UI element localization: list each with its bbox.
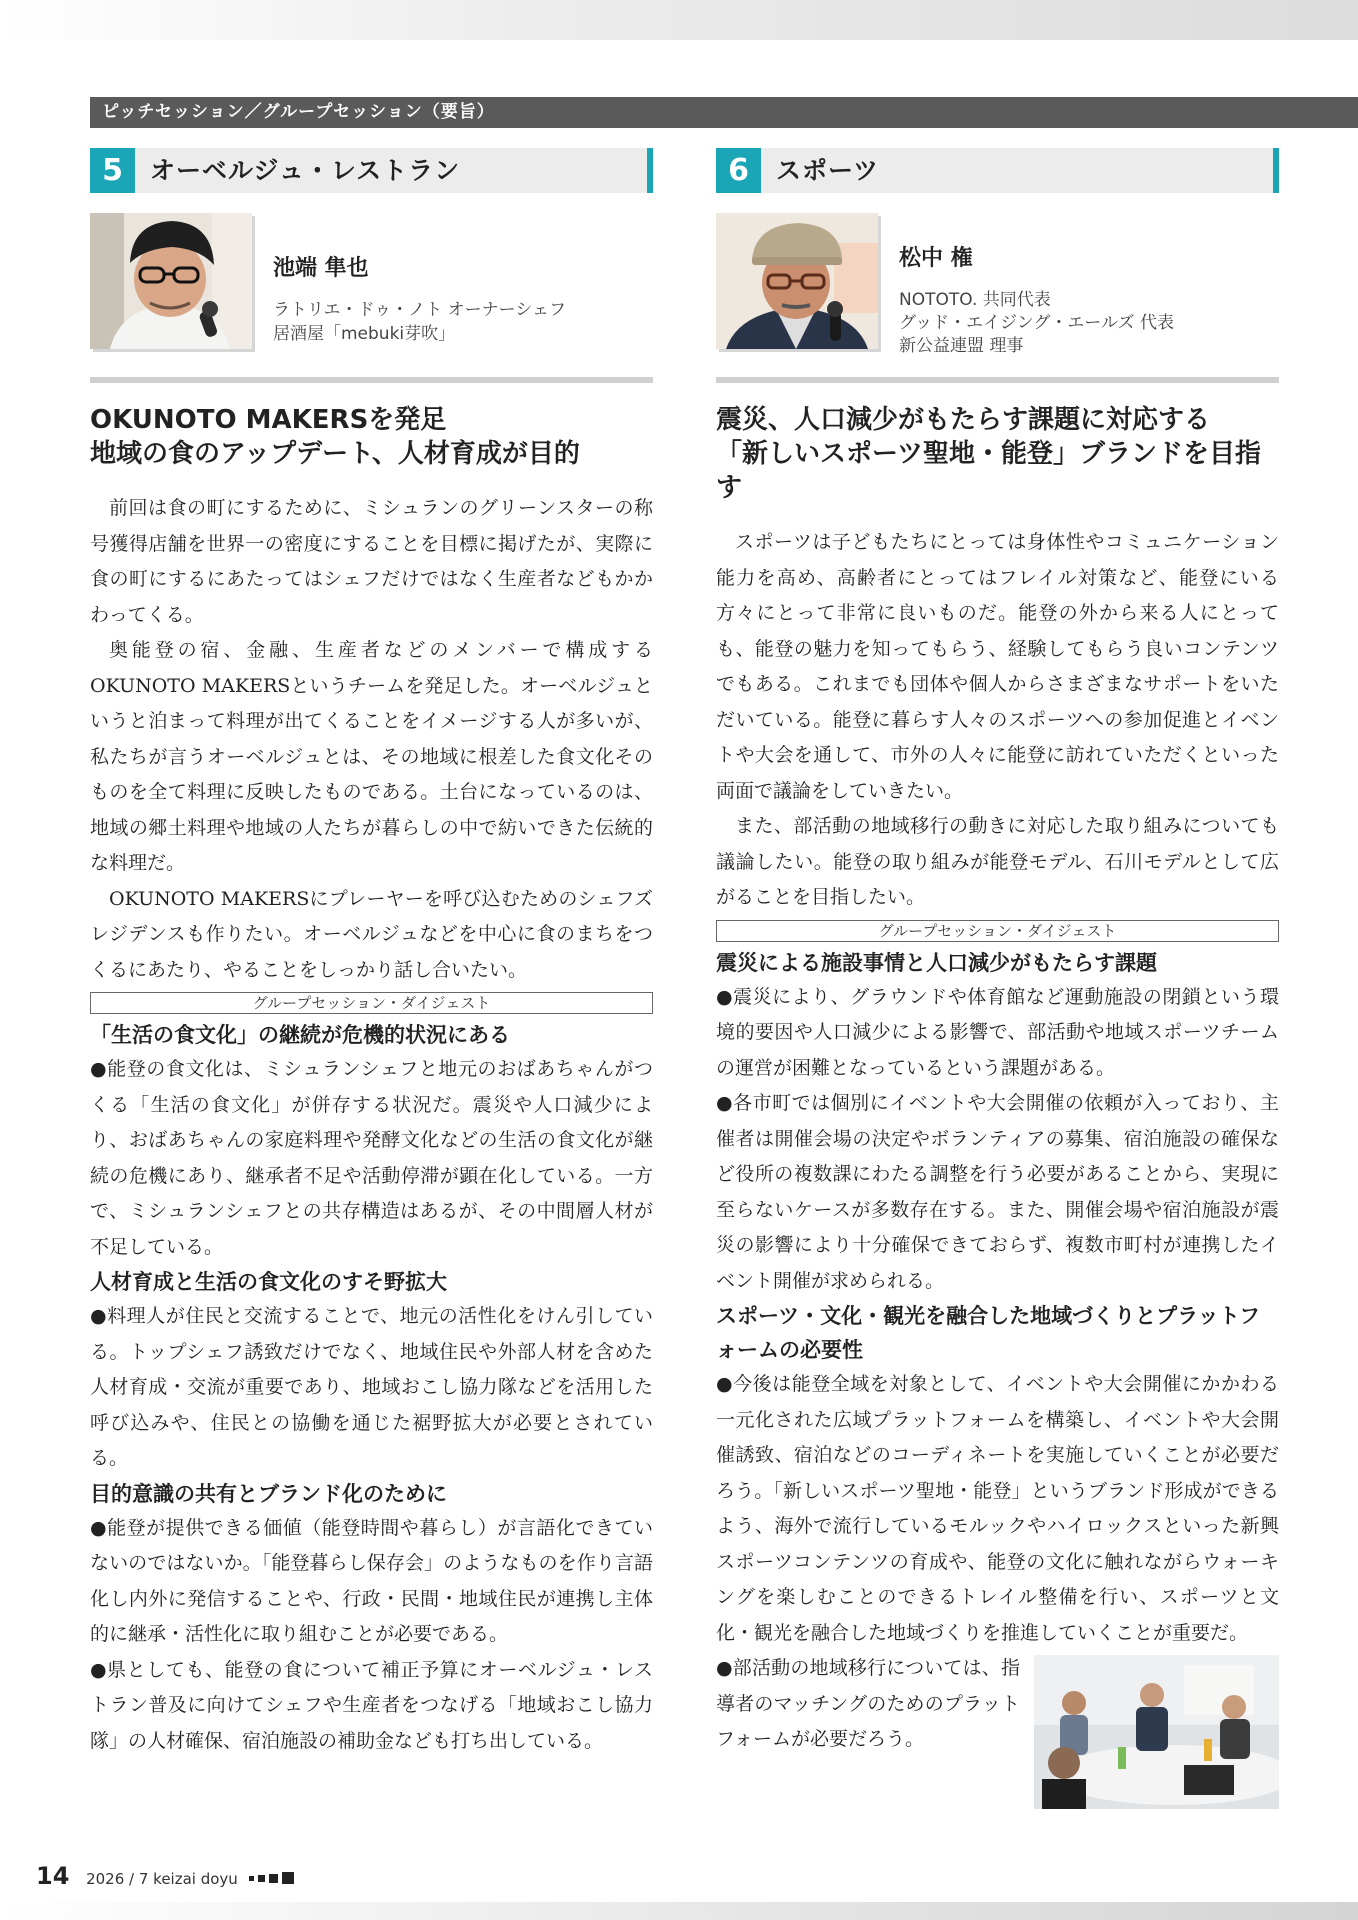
digest-bullet: ●料理人が住民と交流することで、地元の活性化をけん引している。トップシェフ誘致だけでなく、地域住民や外部人材を含めた人材育成・交流が重要であり、地域おこし協力隊などを活用した呼び込みや、住民との協働を通じた裾野拡大が必要とされている。 — [90, 1305, 653, 1469]
digest-bullet: ●能登の食文化は、ミシュランシェフと地元のおばあちゃんがつくる「生活の食文化」が併存する状況だ。震災や人口減少により、おばあちゃんの家庭料理や発酵文化などの生活の食文化が継続の危機にあり、継承者不足や活動停滞が顕在化している。一方で、ミシュランシェフとの共存構造はあるが、その中間層人材が不足している。 — [90, 1058, 653, 1258]
digest-bullet: ●各市町では個別にイベントや大会開催の依頼が入っており、主催者は開催会場の決定やボランティアの募集、宿泊施設の確保など役所の複数課にわたる調整を行う必要があることから、実現に至らないケースが多数存在する。また、開催会場や宿泊施設が震災の影響により十分確保できておらず、複数市町村が連携したイベント開催が求められる。 — [716, 1092, 1279, 1292]
digest-label: グループセッション・ダイジェスト — [90, 992, 653, 1014]
section-title: オーベルジュ・レストラン — [150, 156, 461, 185]
article-body — [716, 525, 1279, 916]
paragraph: 奥能登の宿、金融、生産者などのメンバーで構成するOKUNOTO MAKERSというチームを発足した。オーベルジュというと泊まって料理が出てくることをイメージする人が多いが、私たちが言うオーベルジュとは、その地域に根差した食文化そのものを全て料理に反映したものである。土台になっているのは、地域の郷土料理や地域の人たちが暮らしの中で紡いできた伝統的な料理だ。 — [90, 639, 653, 874]
right-column — [716, 148, 1279, 1815]
digest-bullet — [716, 1367, 1279, 1651]
paragraph: スポーツは子どもたちにとっては身体性やコミュニケーション能力を高め、高齢者にとってはフレイル対策など、能登にいる方々にとって非常に良いものだ。能登の外から来る人にとっても、能登の魅力を知ってもらう、経験してもらう良いコンテンツでもある。これまでも団体や個人からさまざまなサポートをいただいている。能登に暮らす人々のスポーツへの参加促進とイベントや大会を通して、市外の人々に能登に訪れていただくといった両面で議論をしていきたい。 — [716, 531, 1279, 802]
speaker-profile — [716, 213, 1279, 391]
digest-heading: 震災による施設事情と人口減少がもたらす課題 — [716, 950, 1157, 975]
digest-heading: 目的意識の共有とブランド化のために — [90, 1481, 447, 1506]
speaker-role: グッド・エイジング・エールズ 代表 — [899, 313, 1174, 333]
section-number: 6 — [716, 148, 761, 193]
issue-label: 2026 / 7 keizai doyu — [86, 1870, 238, 1888]
digest-bullet: ●県としても、能登の食について補正予算にオーベルジュ・レストラン普及に向けてシェフや生産者をつなげる「地域おこし協力隊」の人材確保、宿泊施設の補助金なども打ち出している。 — [90, 1658, 653, 1752]
headline-line: 震災、人口減少がもたらす課題に対応する — [716, 405, 1211, 435]
headline-line: 地域の食のアップデート、人材育成が目的 — [90, 439, 580, 469]
right-column-header — [716, 148, 1279, 193]
speaker-portrait-photo — [716, 213, 878, 349]
bullet-text: ●今後は能登全域を対象として、イベントや大会開催にかかわる一元化された広域プラットフォームを構築し、イベントや大会開催誘致、宿泊などのコーディネートを実施していくことが必要だろう。「新しいスポーツ聖地・能登」というブランド形成ができるよう、海外で流行しているモルックやハイロックスといった新興スポーツコンテンツの育成や、能登の文化に触れながらウォーキングを楽しむことのできるトレイル整備を行い、スポーツと文化・観光を融合した地域づくりを推進していくことが重要だ。 — [716, 1373, 1279, 1644]
digest-bullet: ●震災により、グラウンドや体育館など運動施設の閉鎖という環境的要因や人口減少による影響で、部活動や地域スポーツチームの運営が困難となっているという課題がある。 — [716, 985, 1279, 1079]
speaker-role: NOTOTO. 共同代表 — [899, 290, 1051, 310]
digest-heading: 人材育成と生活の食文化のすそ野拡大 — [90, 1270, 447, 1294]
digest-content — [90, 1018, 653, 1759]
speaker-role: ラトリエ・ドゥ・ノト オーナーシェフ — [273, 300, 566, 320]
bottom-decorative-band — [0, 1902, 1358, 1920]
digest-label: グループセッション・ダイジェスト — [716, 920, 1279, 942]
left-column — [90, 148, 653, 1759]
speaker-profile — [90, 213, 653, 391]
left-column-header — [90, 148, 653, 193]
article-headline — [716, 403, 1279, 505]
paragraph: また、部活動の地域移行の動きに対応した取り組みについても議論したい。能登の取り組みが能登モデル、石川モデルとして広がることを目指したい。 — [716, 815, 1279, 908]
section-number: 5 — [90, 148, 135, 193]
speaker-name: 松中 権 — [899, 246, 973, 271]
speaker-role: 居酒屋「mebuki芽吹」 — [273, 324, 456, 344]
digest-content — [716, 946, 1279, 1758]
meeting-photo — [1034, 1655, 1279, 1809]
article-headline — [90, 403, 653, 471]
article-body — [90, 491, 653, 988]
headline-line: 「新しいスポーツ聖地・能登」ブランドを目指す — [716, 439, 1261, 503]
digest-heading: 「生活の食文化」の継続が危機的状況にある — [90, 1023, 510, 1047]
page-number: 14 — [36, 1862, 70, 1890]
footer-squares-icon — [245, 1865, 294, 1889]
section-title-bar: ピッチセッション／グループセッション（要旨） — [90, 97, 1358, 128]
chef-portrait-photo — [90, 213, 252, 349]
headline-line: OKUNOTO MAKERSを発足 — [90, 405, 447, 435]
speaker-name: 池端 隼也 — [273, 256, 369, 281]
digest-bullet: ●能登が提供できる価値（能登時間や暮らし）が言語化できていないのではないか。「能登暮らし保存会」のようなものを作り言語化し内外に発信することや、行政・民間・地域住民が連携し主体的に継承・活性化に取り組むことが必要である。 — [90, 1516, 653, 1645]
speaker-role: 新公益連盟 理事 — [899, 336, 1024, 356]
page-footer — [36, 1862, 294, 1890]
top-decorative-band — [0, 0, 1358, 40]
paragraph: OKUNOTO MAKERSにプレーヤーを呼び込むためのシェフズレジデンスも作りたい。オーベルジュなどを中心に食のまちをつくるにあたり、やることをしっかり話し合いたい。 — [90, 887, 653, 981]
paragraph: 前回は食の町にするために、ミシュランのグリーンスターの称号獲得店舗を世界一の密度にすることを目標に掲げたが、実際に食の町にするにあたってはシェフだけではなく生産者などもかかわってくる。 — [90, 497, 653, 626]
section-title: スポーツ — [776, 156, 880, 185]
digest-heading: スポーツ・文化・観光を融合した地域づくりとプラットフォームの必要性 — [716, 1304, 1261, 1362]
digest-bullet: ●部活動の地域移行については、指導者のマッチングのためのプラットフォームが必要だろう。 — [716, 1657, 1020, 1750]
